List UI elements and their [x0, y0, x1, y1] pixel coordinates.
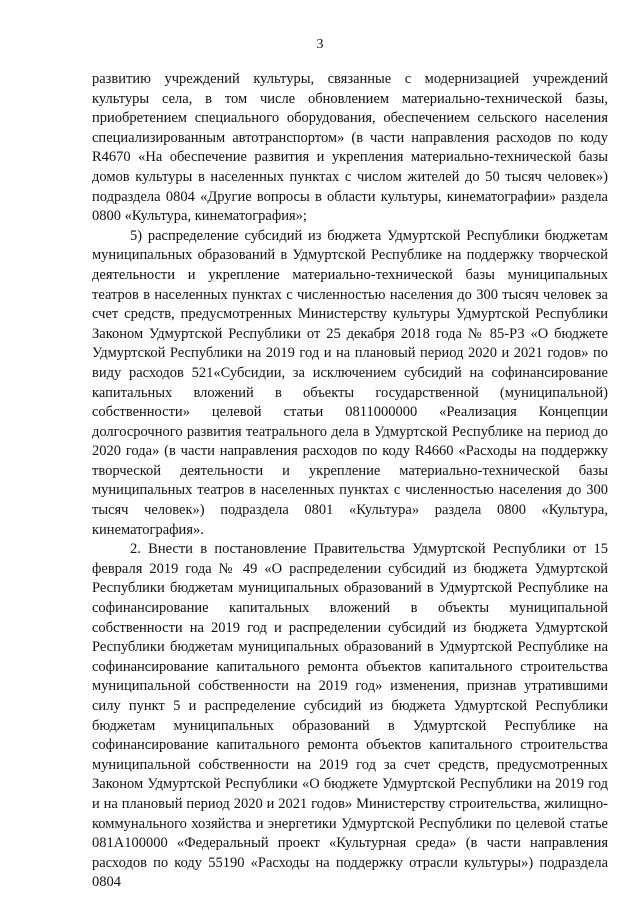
paragraph-item-2: 2. Внести в постановление Правительства Удмуртской Республики от 15 февраля 2019 года № 49 «О распределении субсидий из бюджета Удмуртской Республики бюджетам муниципальных образований в Удмуртской Республике на софинансирование капитальных вложений в объекты муниципальной собственности на 2019 год и распределении субсидий из бюджета Удмуртской Республики бюджетам муниципальных образований в Удмуртской Республике на софинансирование капитального ремонта объектов капитального строительства муниципальной собственности на 2019 год» изменения, признав утратившими силу пункт 5 и распределение субсидий из бюджета Удмуртской Республики бюджетам муниципальных образований в Удмуртской Республике на софинансирование капитального ремонта объектов капитального строительства муниципальной собственности на 2019 год за счет средств, предусмотренных Законом Удмуртской Республики «О бюджете Удмуртской Республики на 2019 год и на плановый период 2020 и 2021 годов» Министерству строительства, жилищно-коммунального хозяйства и энергетики Удмуртской Республики по целевой статье 081A100000 «Федеральный проект «Культурная среда» (в части направления расходов по коду 55190 «Расходы на поддержку отрасли культуры») подраздела 0804	[92, 541, 608, 891]
paragraph-continuation: развитию учреждений культуры, связанные с модернизацией учреждений культуры села, в том числе обновлением материально-технической базы, приобретением специального оборудования, обеспечением сельского населения специализированным автотранспортом» (в части направления расходов по коду R4670 «На обеспечение развития и укрепления материально-технической базы домов культуры в населенных пунктах с числом жителей до 50 тысяч человек») подраздела 0804 «Другие вопросы в области культуры, кинематографии» раздела 0800 «Культура, кинематография»;	[92, 71, 608, 225]
document-body	[92, 70, 608, 893]
paragraph-item-5: 5) распределение субсидий из бюджета Удмуртской Республики бюджетам муниципальных образований в Удмуртской Республике на поддержку творческой деятельности и укрепление материально-технической базы муниципальных театров в населенных пунктах с численностью населения до 300 тысяч человек за счет средств, предусмотренных Министерству культуры Удмуртской Республики Законом Удмуртской Республики от 25 декабря 2018 года № 85-РЗ «О бюджете Удмуртской Республики на 2019 год и на плановый период 2020 и 2021 годов» по виду расходов 521«Субсидии, за исключением субсидий на софинансирование капитальных вложений в объекты государственной (муниципальной) собственности» целевой статьи 0811000000 «Реализация Концепции долгосрочного развития театрального дела в Удмуртской Республике на период до 2020 года» (в части направления расходов по коду R4660 «Расходы на поддержку творческой деятельности и укрепление материально-технической базы муниципальных театров в населенных пунктах с численностью населения до 300 тысяч человек») подраздела 0801 «Культура» раздела 0800 «Культура, кинематография».	[92, 227, 608, 538]
page-number: 3	[316, 37, 324, 52]
